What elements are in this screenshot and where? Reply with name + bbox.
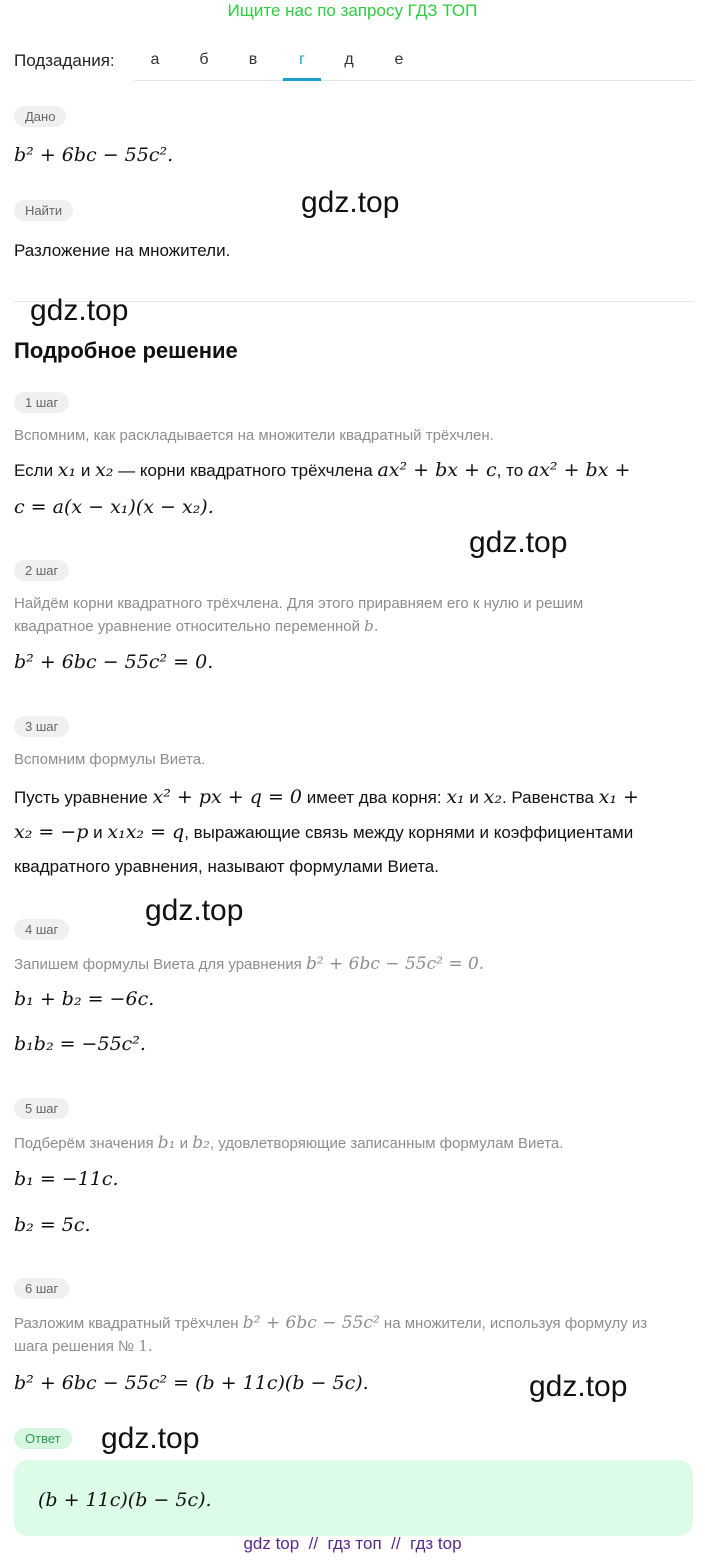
step-3-equation: x² + px + q = 0 — [152, 786, 303, 808]
step-6-hint-equation: b² + 6bc − 55c² — [242, 1313, 380, 1333]
step-1-trinomial: ax² + bx + c — [377, 459, 497, 481]
tab-b[interactable]: б — [199, 51, 209, 68]
step-6-hint-text: шага решения № — [14, 1338, 139, 1355]
step-6-hint-2 — [14, 1337, 153, 1355]
tab-g[interactable]: г — [299, 51, 305, 68]
step-5-b2: b₂ — [192, 1133, 210, 1153]
step-5-hint — [14, 1133, 563, 1153]
tabs-divider — [134, 80, 694, 81]
step-6-hint-text: Разложим квадратный трёхчлен — [14, 1315, 243, 1332]
step-5-hint-text: Подберём значения — [14, 1135, 158, 1152]
tab-v[interactable]: в — [248, 51, 258, 68]
step-2-equation: b² + 6bc − 55c² = 0. — [14, 651, 214, 673]
step-1-text: , то — [496, 461, 528, 480]
step-1-hint: Вспомним, как раскладывается на множители квадратный трёхчлен. — [14, 427, 494, 444]
step-1-text: и — [76, 461, 96, 480]
step-5-b1: b₁ — [157, 1133, 176, 1153]
find-pill: Найти — [14, 200, 73, 221]
answer-expression: (b + 11c)(b − 5c). — [38, 1489, 212, 1511]
step-1-x2: x₂ — [95, 459, 114, 481]
step-3-eq1: x₂ = −p — [14, 821, 89, 843]
top-banner[interactable]: Ищите нас по запросу ГДЗ ТОП — [227, 1, 478, 20]
given-pill: Дано — [14, 106, 66, 127]
step-6-equation: b² + 6bc − 55c² = (b + 11c)(b − 5c). — [14, 1372, 369, 1394]
tab-a[interactable]: а — [150, 51, 160, 68]
step-4-hint — [14, 954, 484, 974]
step-1-pill: 1 шаг — [14, 392, 69, 413]
step-2-hint-text: квадратное уравнение относительно переменной — [14, 618, 365, 635]
step-5-hint-text: и — [175, 1135, 193, 1152]
tab-e[interactable]: е — [394, 51, 404, 68]
step-3-line-1 — [14, 786, 639, 808]
step-3-text: имеет два корня: — [302, 788, 447, 807]
step-1-text: — корни квадратного трёхчлена — [113, 461, 378, 480]
step-3-text: , выражающие связь между корнями и коэффициентами — [184, 823, 634, 842]
step-4-hint-text: Запишем формулы Виета для уравнения — [14, 956, 306, 973]
footer-links[interactable]: gdz top // гдз топ // гдз top — [243, 1534, 462, 1553]
step-3-x1: x₁ — [446, 786, 465, 808]
step-4-equation-1: b₁ + b₂ = −6c. — [14, 988, 155, 1010]
step-3-line-2 — [14, 821, 633, 843]
step-5-equation-2: b₂ = 5c. — [14, 1214, 91, 1236]
given-expression: b² + 6bc − 55c². — [14, 144, 174, 166]
watermark: gdz.top — [145, 894, 244, 927]
step-5-hint-text: , удовлетворяющие записанным формулам Виета. — [209, 1135, 564, 1152]
step-3-text: . Равенства — [501, 788, 599, 807]
step-4-equation-2: b₁b₂ = −55c². — [14, 1033, 146, 1055]
step-6-pill: 6 шаг — [14, 1278, 69, 1299]
solution-title: Подробное решение — [14, 338, 238, 363]
step-5-equation-1: b₁ = −11c. — [14, 1168, 119, 1190]
step-1-line-1 — [14, 459, 630, 481]
step-3-text: и — [464, 788, 484, 807]
step-2-pill: 2 шаг — [14, 560, 69, 581]
step-1-text: Если — [14, 461, 58, 480]
step-6-hint-1 — [14, 1313, 647, 1333]
subtasks-label: Подзадания: — [14, 51, 115, 70]
step-5-pill: 5 шаг — [14, 1098, 69, 1119]
step-3-eq2: x₁x₂ = q — [107, 821, 185, 843]
watermark: gdz.top — [301, 186, 400, 219]
step-3-pill: 3 шаг — [14, 716, 69, 737]
step-1-trinomial: ax² + bx + — [527, 459, 631, 481]
step-3-hint: Вспомним формулы Виета. — [14, 751, 206, 768]
step-3-text: Пусть уравнение — [14, 788, 153, 807]
tab-d[interactable]: д — [344, 51, 354, 68]
step-3-x2: x₂ — [483, 786, 502, 808]
step-4-hint-equation: b² + 6bc − 55c² = 0. — [305, 954, 485, 974]
step-3-text: и — [88, 823, 108, 842]
step-6-step-number: 1. — [138, 1337, 153, 1355]
step-1-line-2: c = a(x − x₁)(x − x₂). — [14, 496, 214, 518]
step-2-hint-1: Найдём корни квадратного трёхчлена. Для этого приравняем его к нулю и решим — [14, 595, 584, 612]
find-text: Разложение на множители. — [14, 241, 231, 260]
answer-pill: Ответ — [14, 1428, 72, 1449]
step-3-line-3: квадратного уравнения, называют формулами Виета. — [14, 857, 439, 876]
step-1-x1: x₁ — [57, 459, 77, 481]
step-3-sum: x₁ + — [598, 786, 639, 808]
step-6-hint-text: на множители, используя формулу из — [379, 1315, 648, 1332]
step-2-hint-2 — [14, 617, 379, 635]
watermark: gdz.top — [529, 1370, 628, 1403]
step-4-pill: 4 шаг — [14, 919, 69, 940]
watermark: gdz.top — [101, 1422, 200, 1455]
step-2-var: b. — [364, 617, 379, 635]
active-tab-indicator — [283, 78, 321, 81]
watermark: gdz.top — [30, 294, 129, 327]
watermark: gdz.top — [469, 526, 568, 559]
